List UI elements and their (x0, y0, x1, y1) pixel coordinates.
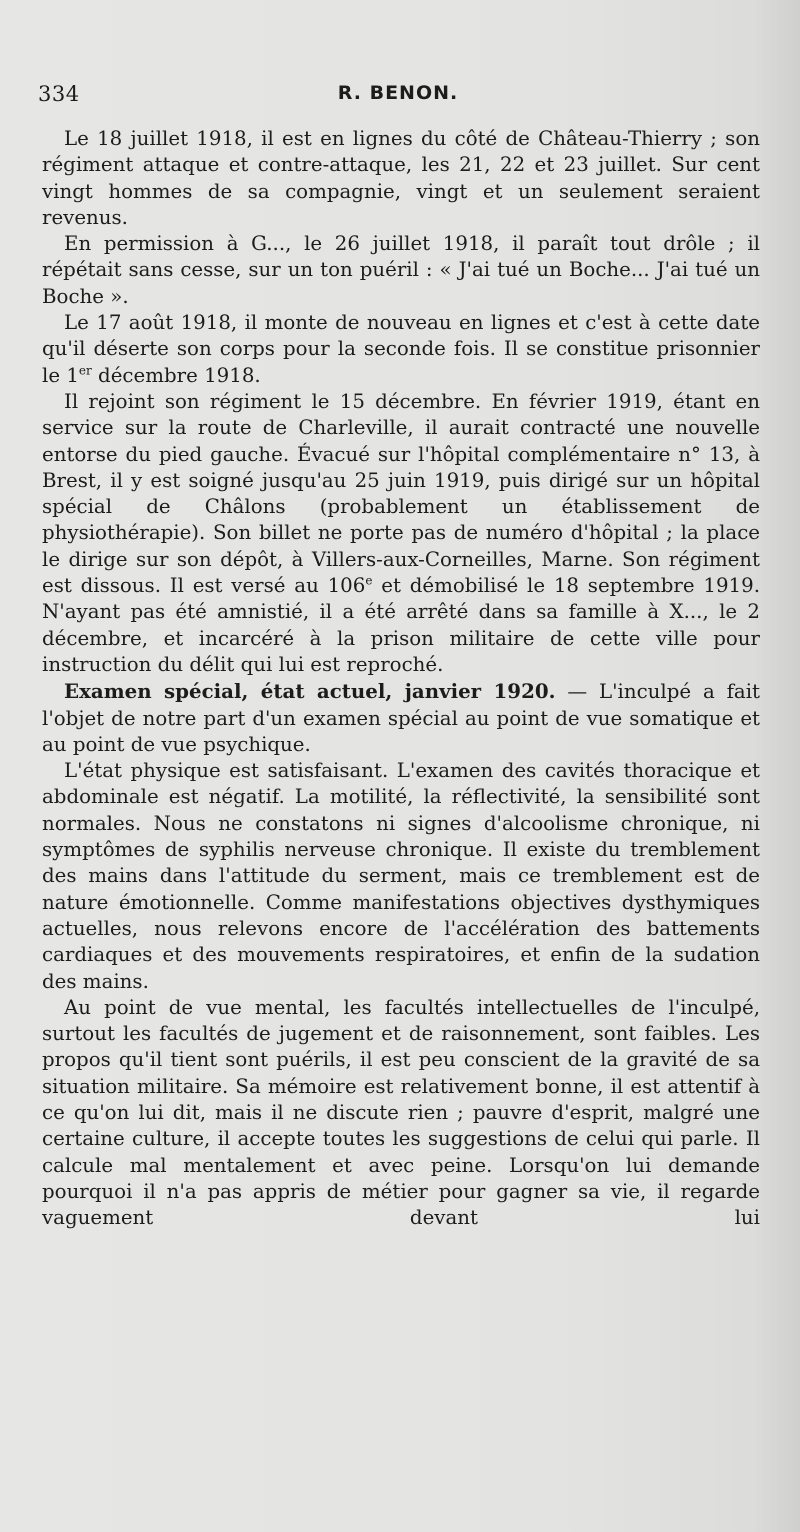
text-segment: Le 17 août 1918, il monte de nouveau en lignes et c'est à cette date qu'il déserte son corps pour la seconde fois. Il se constitue prisonnier le 1 (42, 311, 760, 387)
text-segment: décembre 1918. (91, 363, 261, 387)
page-header (38, 82, 758, 112)
paragraph-4 (42, 389, 760, 678)
superscript: er (78, 363, 92, 378)
text-segment: Il rejoint son régiment le 15 décembre. En février 1919, étant en service sur la route de Charleville, il aurait contracté une nouvelle entorse du pied gauche. Évacué sur l'hôpital complémentaire n° 13, à Brest, il y est soigné jusqu'au 25 juin 1919, puis dirigé sur un hôpital spécial de Châlons (probablement un établissement de physiothérapie). Son billet ne porte pas de numéro d'hôpital ; la place le dirige sur son dépôt, à Villers-aux-Corneilles, Marne. Son régiment est dissous. Il est versé au 106 (42, 389, 760, 598)
running-head-author: R. BENON. (337, 82, 459, 104)
paragraph-7 (42, 995, 760, 1232)
text-segment: Au point de vue mental, les facultés intellectuelles de l'inculpé, surtout les facultés de jugement et de raisonnement, sont faibles. Les propos qu'il tient sont puérils, il est peu conscient de la gravité de sa situation militaire. Sa mémoire est relativement bonne, il est attentif à ce qu'on lui dit, mais il ne discute rien ; pauvre d'esprit, malgré une certaine culture, il accepte toutes les suggestions de celui qui parle. Il calcule mal mentalement et avec peine. Lorsqu'on lui demande pourquoi il n'a pas appris de métier pour gagner sa vie, il regarde vaguement devant lui (42, 995, 760, 1230)
text-segment: et démobilisé le 18 septembre 1919. N'ayant pas été amnistié, il a été arrêté dans sa famille à X..., le 2 décembre, et incarcéré à la prison militaire de cette ville pour instruction du délit qui lui est reproché. (42, 574, 760, 676)
text-segment: Le 18 juillet 1918, il est en lignes du côté de Château-Thierry ; son régiment attaque et contre-attaque, les 21, 22 et 23 juillet. Sur cent vingt hommes de sa compagnie, vingt et un seulement seraient revenus. (42, 127, 760, 229)
superscript: e (365, 573, 373, 588)
body-text (42, 126, 760, 1231)
text-segment: — L'inculpé a fait l'objet de notre part d'un examen spécial au point de vue somatique et au point de vue psychique. (42, 680, 760, 756)
paragraph-6 (42, 758, 760, 995)
paragraph-5 (42, 678, 760, 758)
paragraph-1 (42, 126, 760, 231)
text-segment: En permission à G..., le 26 juillet 1918, il paraît tout drôle ; il répétait sans cesse, sur un ton puéril : « J'ai tué un Boche... J'ai tué un Boche ». (42, 232, 760, 308)
text-segment: L'état physique est satisfaisant. L'examen des cavités thoracique et abdominale est négatif. La motilité, la réflectivité, la sensibilité sont normales. Nous ne constatons ni signes d'alcoolisme chronique, ni symptômes de syphilis nerveuse chronique. Il existe du tremblement des mains dans l'attitude du serment, mais ce tremblement est de nature émotionnelle. Comme manifestations objectives dysthymiques actuelles, nous relevons encore de l'accélération des battements cardiaques et des mouvements respiratoires, et enfin de la sudation des mains. (42, 759, 760, 993)
paragraph-3 (42, 310, 760, 389)
section-heading: Examen spécial, état actuel, janvier 1920. (64, 679, 556, 704)
paragraph-2 (42, 231, 760, 310)
page-number: 334 (38, 82, 80, 106)
